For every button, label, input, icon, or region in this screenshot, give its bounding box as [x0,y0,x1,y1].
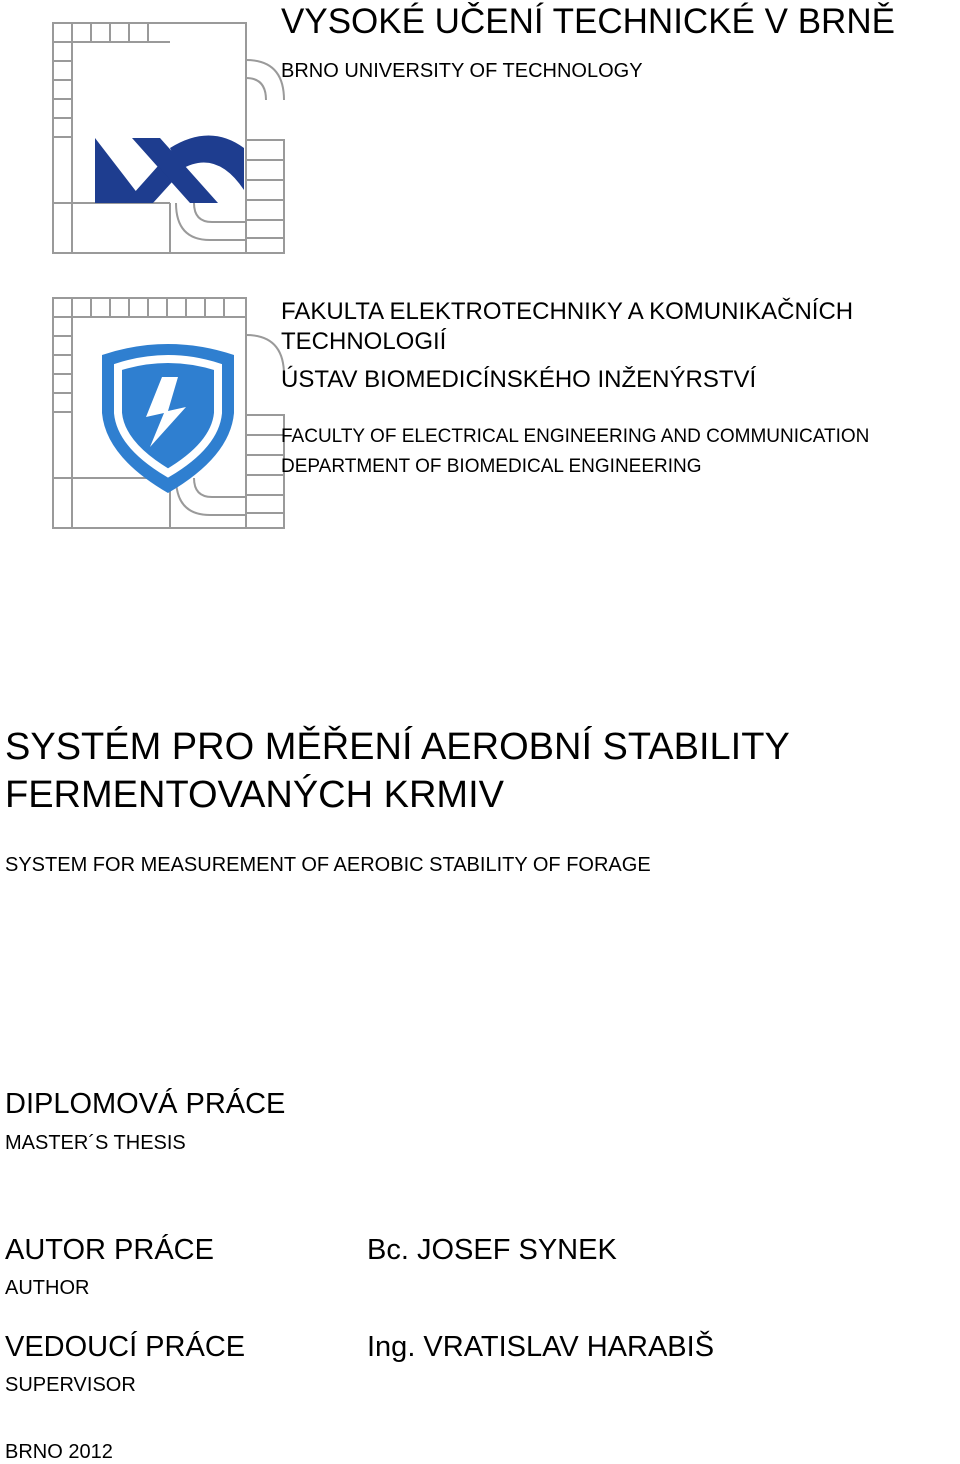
faculty-name-cz-line1: FAKULTA ELEKTROTECHNIKY A KOMUNIKAČNÍCH [281,298,854,325]
university-name-en: BRNO UNIVERSITY OF TECHNOLOGY [281,60,643,82]
thesis-title-cz-line1: SYSTÉM PRO MĚŘENÍ AEROBNÍ STABILITY [5,726,790,768]
supervisor-name: Ing. VRATISLAV HARABIŠ [367,1331,715,1363]
thesis-type-cz: DIPLOMOVÁ PRÁCE [5,1088,286,1120]
author-label-cz: AUTOR PRÁCE [5,1234,214,1266]
place-and-year: BRNO 2012 [5,1441,113,1463]
vut-logo-icon [50,20,290,260]
university-logo [50,20,290,260]
faculty-name-en: FACULTY OF ELECTRICAL ENGINEERING AND COMMUNICATION [281,426,870,447]
department-name-en: DEPARTMENT OF BIOMEDICAL ENGINEERING [281,456,702,477]
faculty-logo [50,295,290,535]
author-name: Bc. JOSEF SYNEK [367,1234,617,1266]
thesis-title-en: SYSTEM FOR MEASUREMENT OF AEROBIC STABILITY OF FORAGE [5,854,651,876]
university-name-cz: VYSOKÉ UČENÍ TECHNICKÉ V BRNĚ [281,2,895,41]
author-label-en: AUTHOR [5,1277,90,1299]
thesis-type-en: MASTER´S THESIS [5,1132,186,1154]
fekt-shield-icon [50,295,290,535]
supervisor-label-en: SUPERVISOR [5,1374,136,1396]
department-name-cz: ÚSTAV BIOMEDICÍNSKÉHO INŽENÝRSTVÍ [281,366,757,393]
supervisor-label-cz: VEDOUCÍ PRÁCE [5,1331,246,1363]
faculty-name-cz-line2: TECHNOLOGIÍ [281,328,447,355]
thesis-title-cz-line2: FERMENTOVANÝCH KRMIV [5,774,504,816]
